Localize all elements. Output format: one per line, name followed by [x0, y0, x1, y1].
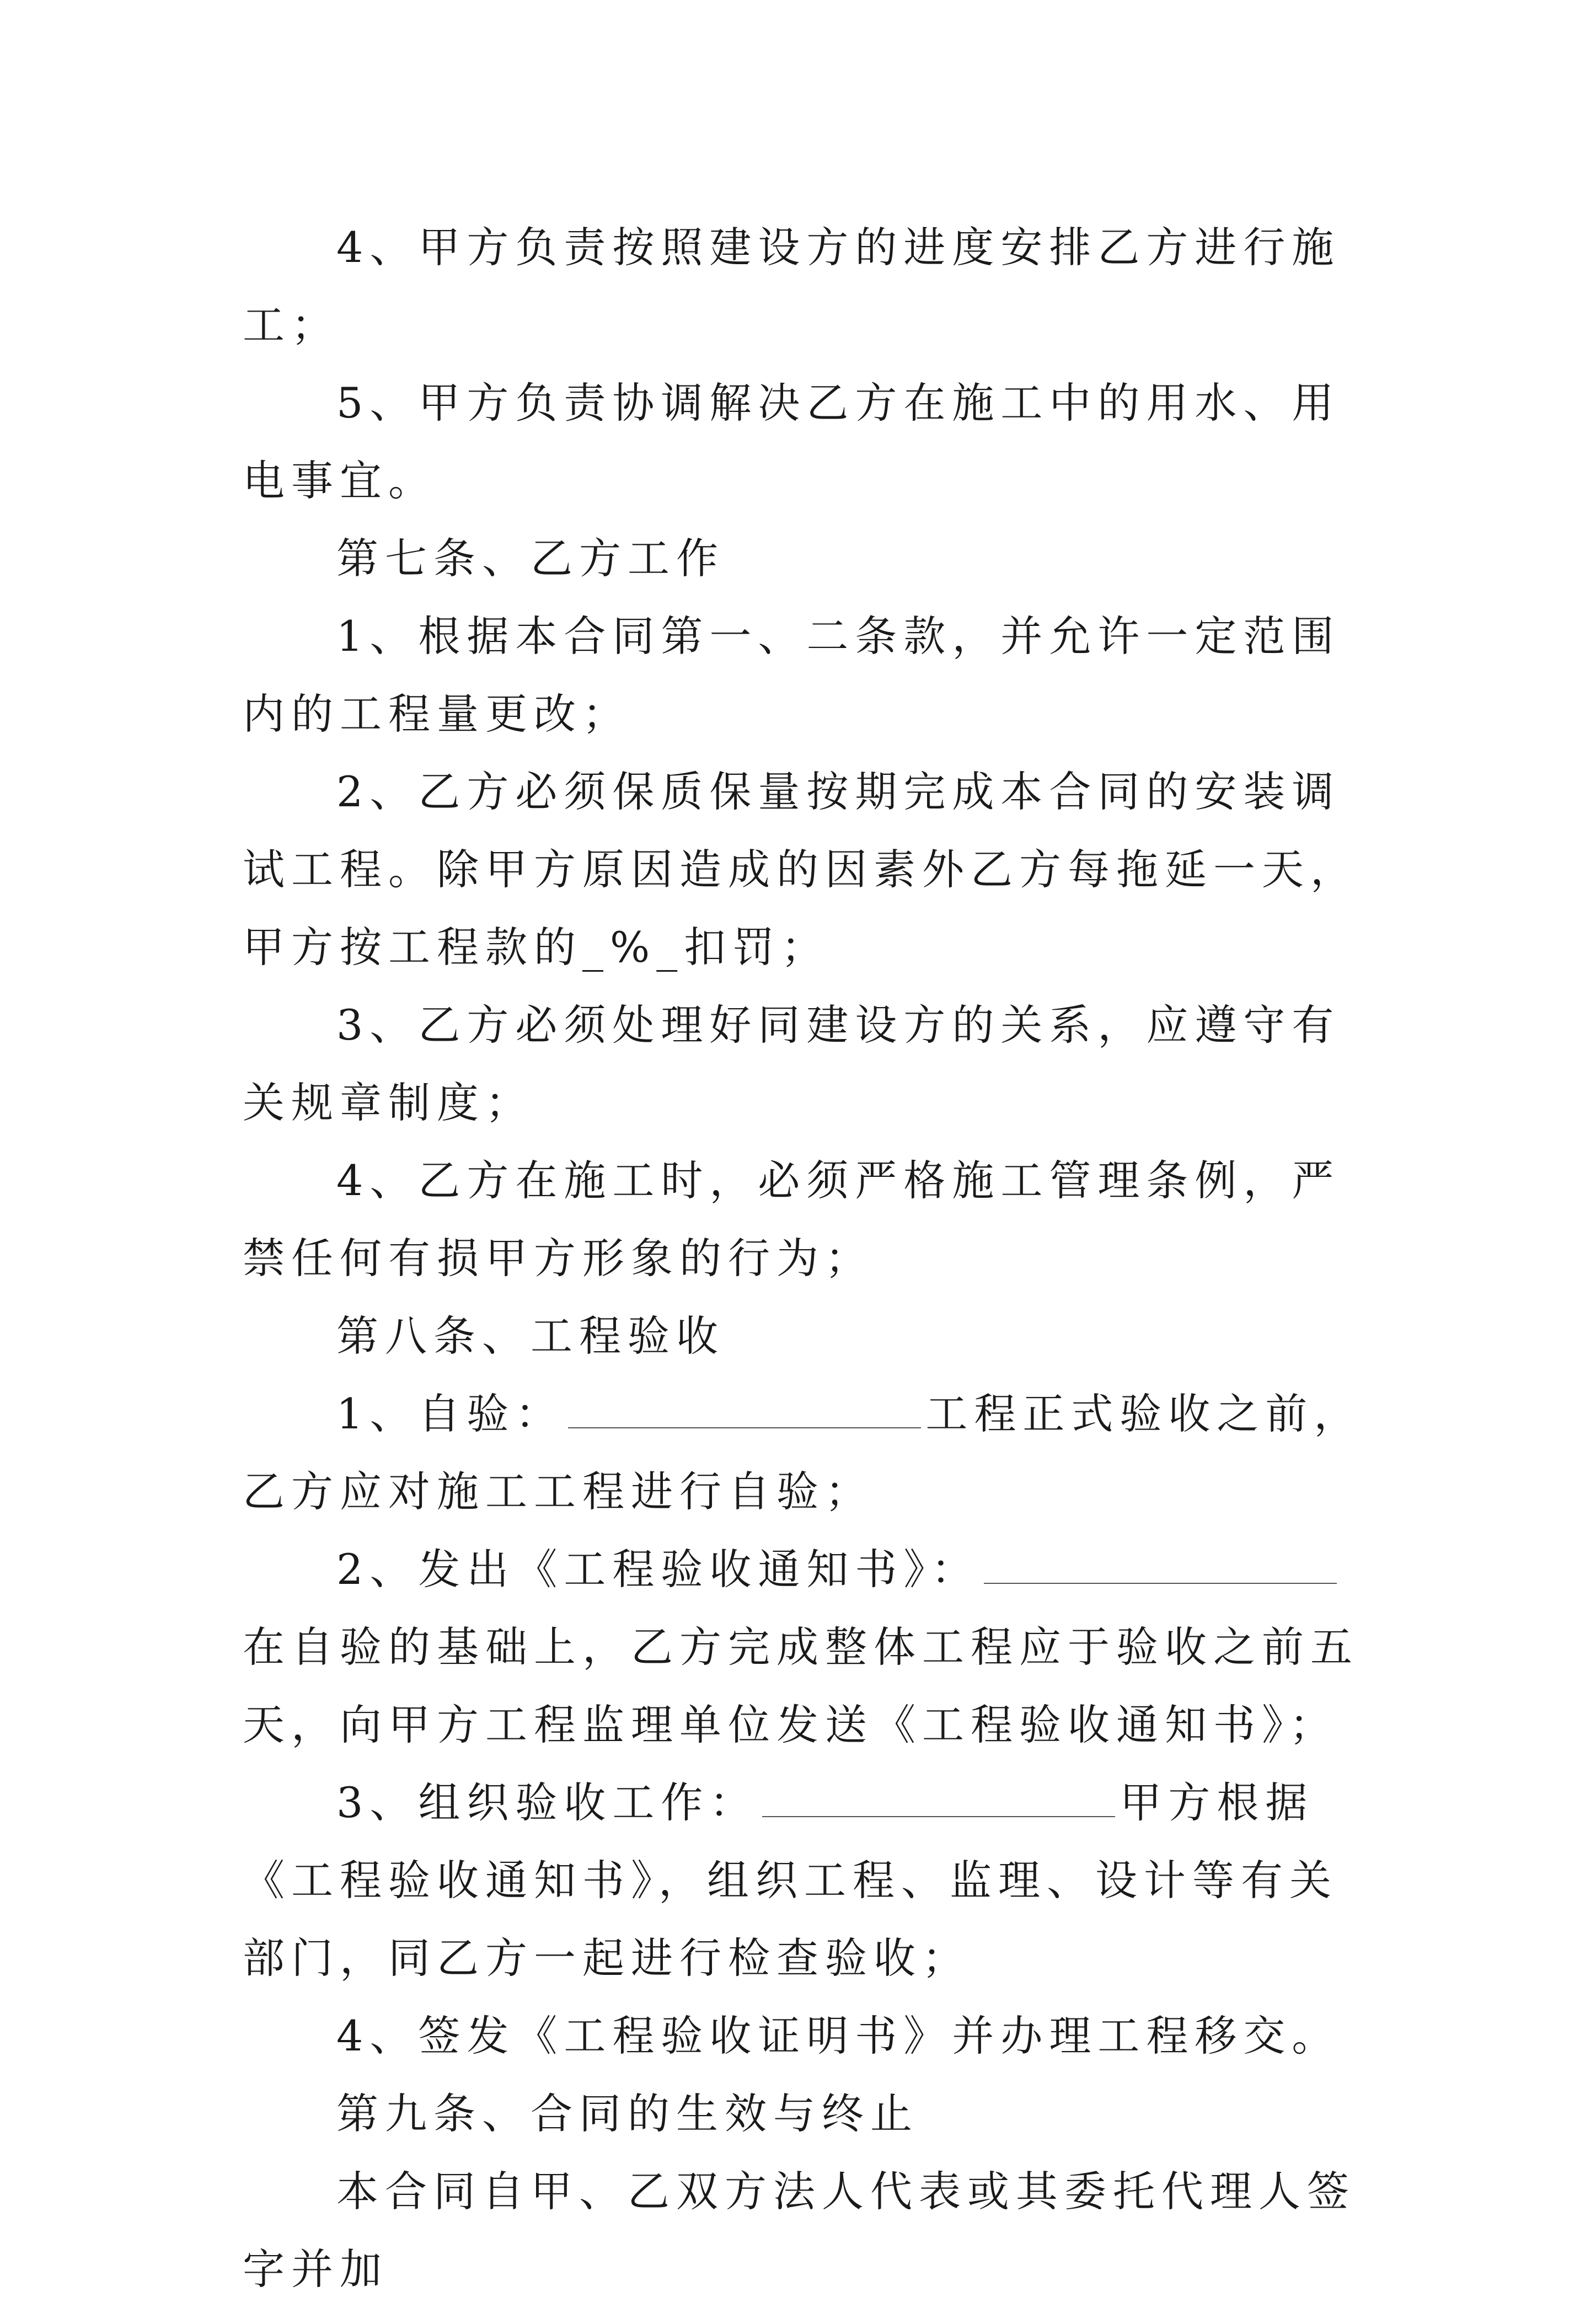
fill-in-blank — [568, 1394, 921, 1428]
paragraph: 4、签发《工程验收证明书》并办理工程移交。 — [336, 2011, 1341, 2060]
paragraph-text: 1、自验： — [336, 1389, 564, 1438]
paragraph: 4、乙方在施工时，必须严格施工管理条例，严禁任何有损甲方形象的行为； — [243, 1156, 1341, 1283]
paragraph: 3、乙方必须处理好同建设方的关系，应遵守有关规章制度； — [243, 1000, 1341, 1127]
paragraph: 1、根据本合同第一、二条款，并允许一定范围内的工程量更改； — [243, 612, 1341, 738]
paragraph: 本合同自甲、乙双方法人代表或其委托代理人签字并加 — [243, 2167, 1356, 2294]
paragraph-text: 工程正式验收之前，乙方应对施工工程进行自验； — [243, 1389, 1363, 1516]
paragraph: 5、甲方负责协调解决乙方在施工中的用水、用电事宜。 — [243, 378, 1341, 505]
paragraph-text: 2、发出《工程验收通知书》： — [336, 1545, 980, 1594]
fill-in-blank — [984, 1550, 1337, 1584]
document-body — [243, 208, 1373, 2308]
paragraph-text: 甲方根据《工程验收通知书》，组织工程、监理、设计等有关部门，同乙方一起进行检查验收； — [243, 1778, 1338, 1983]
paragraph — [243, 1764, 1373, 1997]
paragraph-text: 3、组织验收工作： — [336, 1778, 758, 1827]
section-heading: 第九条、合同的生效与终止 — [336, 2089, 919, 2138]
section-heading: 第八条、工程验收 — [336, 1311, 725, 1361]
paragraph: 4、甲方负责按照建设方的进度安排乙方进行施工； — [243, 223, 1341, 350]
paragraph — [243, 1375, 1373, 1530]
fill-in-blank — [762, 1783, 1115, 1817]
paragraph: 2、乙方必须保质保量按期完成本合同的安装调试工程。除甲方原因造成的因素外乙方每拖延一天，甲方按工程款的_%_扣罚； — [243, 767, 1359, 972]
paragraph — [243, 1530, 1373, 1764]
section-heading: 第七条、乙方工作 — [336, 534, 725, 583]
paragraph-text: 在自验的基础上，乙方完成整体工程应于验收之前五天，向甲方工程监理单位发送《工程验收通知书》； — [243, 1622, 1359, 1749]
